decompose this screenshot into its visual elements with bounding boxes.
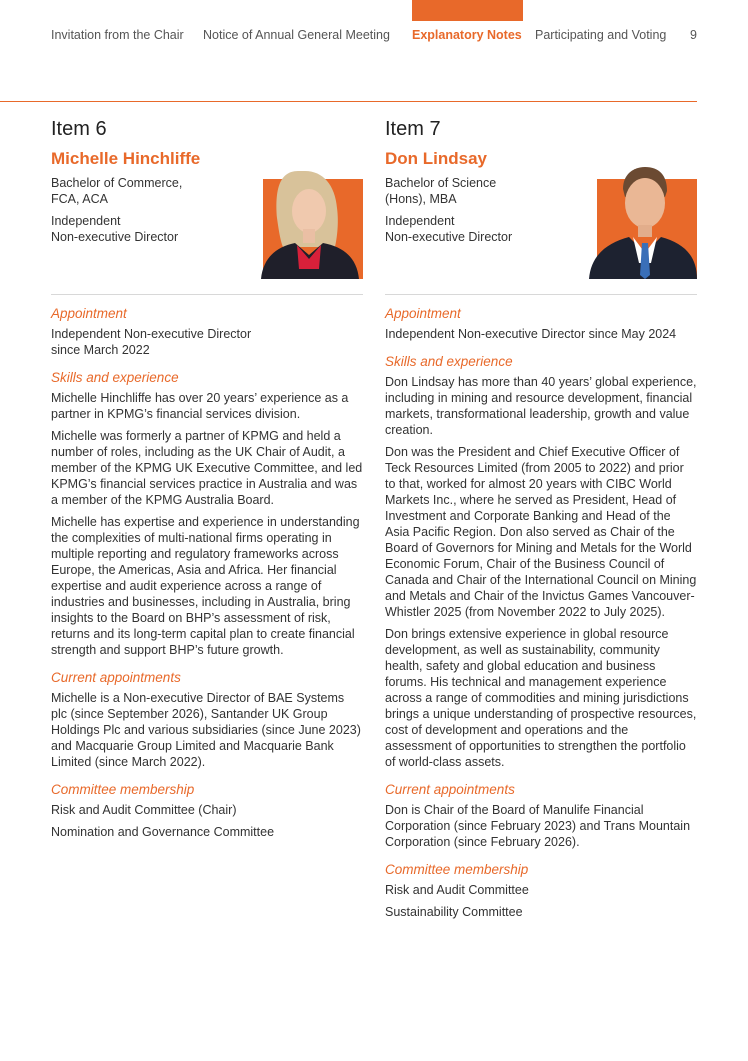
current-appointments-text: Michelle is a Non-executive Director of BAE Systems plc (since September 2026), Santander UK Group Holdings Plc and various subsidiaries (since June 2023) and Macquarie Group Limited and Macquarie Bank Limited (since March 2022). xyxy=(51,691,361,769)
appointment-text: Independent Non-executive Director since May 2024 xyxy=(385,327,677,341)
item-label: Item 7 xyxy=(385,118,441,140)
nav-invitation-from-chair[interactable]: Invitation from the Chair xyxy=(51,28,184,42)
section-heading: Current appointments xyxy=(385,782,515,797)
profile-sections xyxy=(51,306,363,852)
qualification-line: Bachelor of Science xyxy=(385,176,497,190)
section-heading: Appointment xyxy=(51,306,127,321)
committee-item: Risk and Audit Committee xyxy=(385,883,529,897)
skills-section xyxy=(385,354,697,770)
top-navigation xyxy=(0,0,748,60)
header-rule xyxy=(0,101,697,102)
qualifications xyxy=(385,175,560,207)
profile-sections xyxy=(385,306,697,932)
portrait-image xyxy=(253,163,363,279)
director-profile-right xyxy=(385,118,697,919)
section-divider xyxy=(385,294,697,295)
skills-paragraph: Don brings extensive experience in global resource development, as well as sustainability, community health, safety and global education and business forums. His technical and management experience across a range of commodities and mining jurisdictions brings a unique understanding of prospective resources, cost of development and operations and the assessment of opportunities to strengthen the portfolio of world-class assets. xyxy=(385,627,697,769)
committee-section xyxy=(51,782,363,840)
director-photo xyxy=(587,163,697,279)
director-role xyxy=(385,213,560,245)
page-number: 9 xyxy=(690,28,697,42)
director-name: Don Lindsay xyxy=(385,149,488,168)
item-label: Item 6 xyxy=(51,118,107,140)
skills-paragraph: Michelle has expertise and experience in understanding the complexities of multi-national firms operating in multiple reporting and regulatory frameworks across Europe, the Americas, Asia and Africa. Her financial expertise and audit experience across a range of industries and businesses, including in Australia, bring insights to the Board on BHP’s assessment of risk, returns and its long-term capital plan to create financial strength and support BHP’s future growth. xyxy=(51,515,360,657)
director-name: Michelle Hinchliffe xyxy=(51,149,201,168)
director-role xyxy=(51,213,226,245)
nav-participating-and-voting[interactable]: Participating and Voting xyxy=(535,28,667,42)
section-heading: Skills and experience xyxy=(51,370,179,385)
current-appointments-section xyxy=(51,670,363,770)
skills-paragraph: Michelle was formerly a partner of KPMG and held a number of roles, including as the UK Chair of Audit, a member of the KPMG UK Executive Committee, and led KPMG’s financial services practice in Australia and was a member of the KPMG Australia Board. xyxy=(51,429,363,507)
role-line: Non-executive Director xyxy=(51,230,179,244)
qualifications xyxy=(51,175,226,207)
section-heading: Committee membership xyxy=(385,862,529,877)
section-heading: Appointment xyxy=(385,306,461,321)
section-heading: Committee membership xyxy=(51,782,195,797)
role-line: Non-executive Director xyxy=(385,230,513,244)
skills-paragraph: Michelle Hinchliffe has over 20 years’ experience as a partner in KPMG’s financial services division. xyxy=(51,391,349,421)
portrait-image xyxy=(587,163,697,279)
current-appointments-text: Don is Chair of the Board of Manulife Financial Corporation (since February 2023) and Trans Mountain Corporation (since February 2026). xyxy=(385,803,691,849)
section-heading: Current appointments xyxy=(51,670,181,685)
section-heading: Skills and experience xyxy=(385,354,513,369)
role-line: Independent xyxy=(385,214,455,228)
director-photo xyxy=(253,163,363,279)
committee-item: Risk and Audit Committee (Chair) xyxy=(51,803,237,817)
skills-paragraph: Don was the President and Chief Executive Officer of Teck Resources Limited (from 2005 to 2022) and prior to that, worked for almost 20 years with CIBC World Markets Inc., where he served as President, Head of Investment and Corporate Banking and Head of the Asia Pacific Region. Don also served as Chair of the Board of Governors for Mining and Metals for the World Economic Forum, Chair of the Business Council of Canada and Chair of the International Council on Mining and Metals and Chair of the Invictus Games Vancouver-Whistler 2025 (from November 2022 to July 2025). xyxy=(385,445,697,619)
skills-paragraph: Don Lindsay has more than 40 years’ global experience, including in mining and resource development, financial markets, transformational leadership, growth and value creation. xyxy=(385,375,697,437)
section-divider xyxy=(51,294,363,295)
qualification-line: FCA, ACA xyxy=(51,192,108,206)
qualification-line: Bachelor of Commerce, xyxy=(51,176,183,190)
committee-section xyxy=(385,862,697,920)
appointment-line: since March 2022 xyxy=(51,343,150,357)
committee-item: Nomination and Governance Committee xyxy=(51,825,275,839)
appointment-section xyxy=(51,306,363,358)
active-tab-indicator xyxy=(412,0,523,21)
nav-notice-of-agm[interactable]: Notice of Annual General Meeting xyxy=(203,28,390,42)
director-profile-left xyxy=(51,118,363,839)
appointment-line: Independent Non-executive Director xyxy=(51,327,252,341)
qualification-line: (Hons), MBA xyxy=(385,192,457,206)
skills-section xyxy=(51,370,363,658)
appointment-section xyxy=(385,306,697,342)
current-appointments-section xyxy=(385,782,697,850)
committee-item: Sustainability Committee xyxy=(385,905,523,919)
nav-explanatory-notes[interactable]: Explanatory Notes xyxy=(412,28,522,42)
role-line: Independent xyxy=(51,214,121,228)
appointment-text xyxy=(51,326,363,358)
